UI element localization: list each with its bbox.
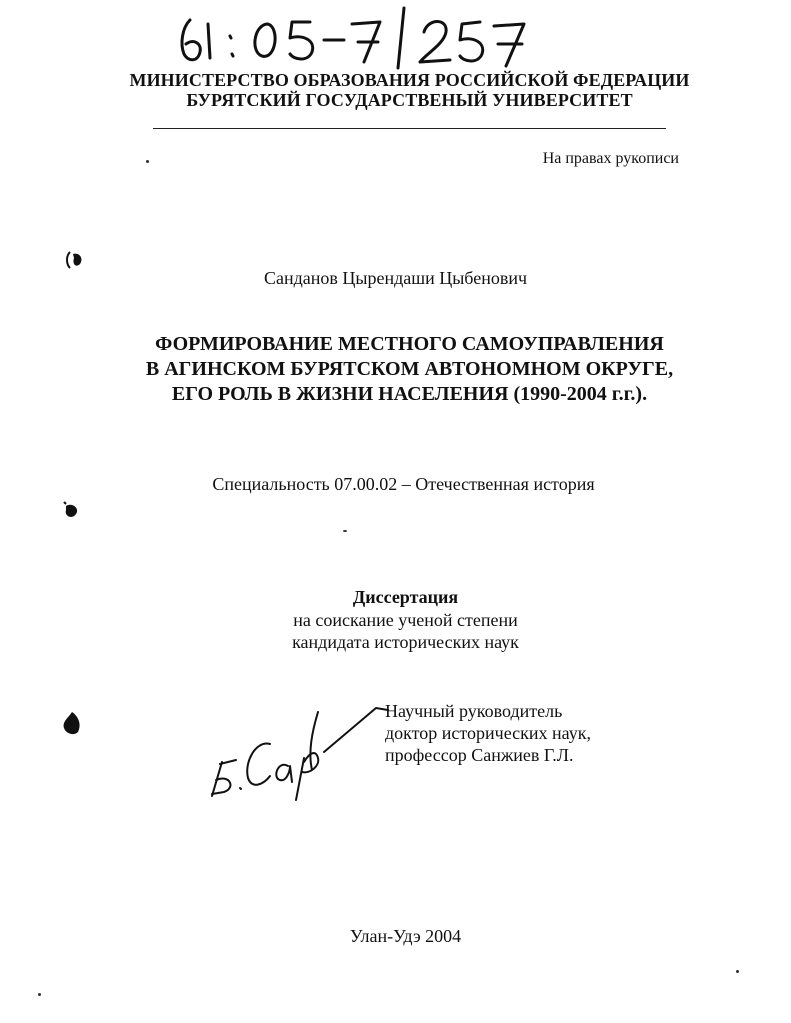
punch-hole-mark (60, 710, 84, 736)
dissertation-title-line-3: ЕГО РОЛЬ В ЖИЗНИ НАСЕЛЕНИЯ (1990-2004 г.г.). (171, 383, 648, 405)
punch-hole-mark (60, 498, 82, 520)
advisor-role: Научный руководитель (385, 701, 563, 721)
handwritten-archive-number (176, 2, 536, 80)
dissertation-title-line-1: ФОРМИРОВАНИЕ МЕСТНОГО САМОУПРАВЛЕНИЯ (155, 333, 664, 355)
degree-line-1: на соискание ученой степени (293, 610, 518, 630)
scan-speck (736, 970, 739, 973)
scan-speck (38, 993, 41, 996)
university-name: БУРЯТСКИЙ ГОСУДАРСТВЕНЫЙ УНИВЕРСИТЕТ (186, 90, 633, 110)
scan-speck (343, 530, 347, 532)
punch-hole-mark (64, 248, 86, 270)
header-divider (153, 128, 666, 129)
specialty-line: Специальность 07.00.02 – Отечественная история (212, 474, 595, 494)
manuscript-rights-note: На правах рукописи (542, 150, 679, 167)
author-name: Санданов Цырендаши Цыбенович (263, 268, 528, 288)
degree-line-2: кандидата исторических наук (292, 632, 519, 652)
scan-speck (146, 160, 149, 163)
advisor-degree: доктор исторических наук, (385, 723, 591, 743)
ministry-name: МИНИСТЕРСТВО ОБРАЗОВАНИЯ РОССИЙСКОЙ ФЕДЕРАЦИИ (129, 70, 690, 90)
city-year: Улан-Удэ 2004 (349, 926, 462, 946)
dissertation-heading: Диссертация (352, 587, 459, 607)
dissertation-title-line-2: В АГИНСКОМ БУРЯТСКОМ АВТОНОМНОМ ОКРУГЕ, (145, 358, 674, 380)
advisor-name: профессор Санжиев Г.Л. (385, 745, 574, 765)
advisor-signature (200, 692, 390, 802)
